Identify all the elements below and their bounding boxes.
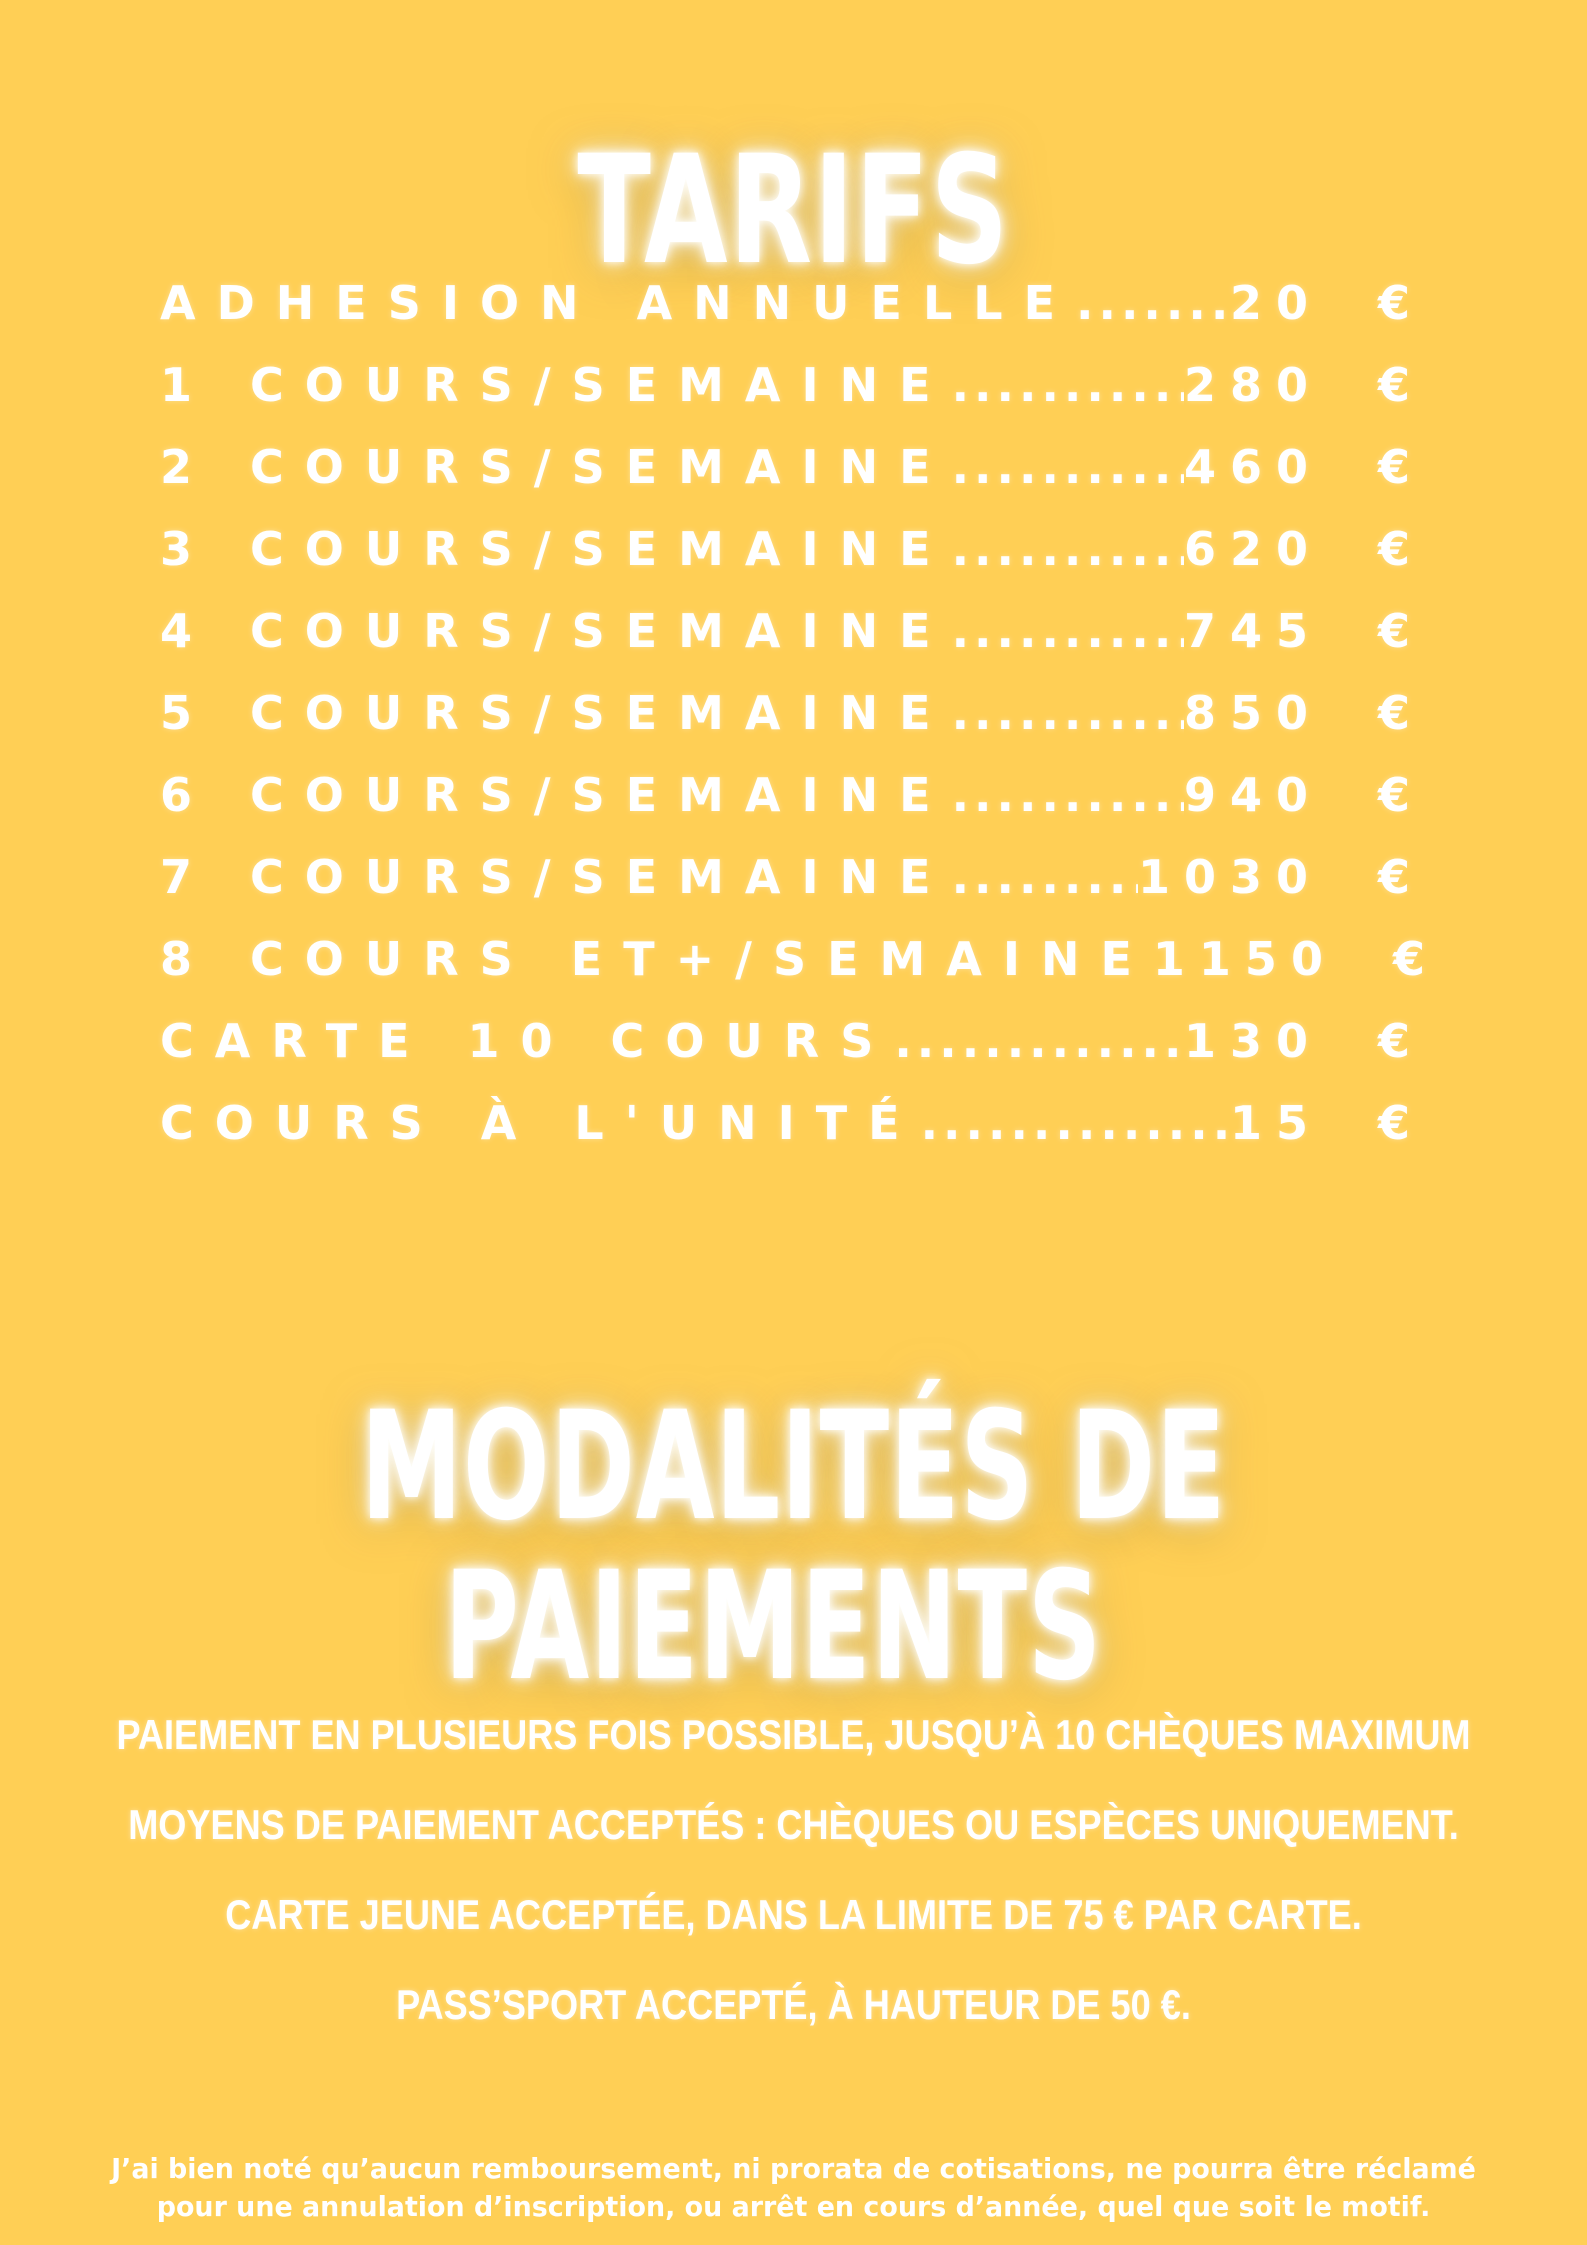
refund-disclaimer	[32, 2150, 1556, 2226]
tarif-row-3-cours	[160, 522, 1410, 604]
tarif-label: ADHESION ANNUELLE	[160, 276, 1076, 330]
modalites-title	[254, 1379, 1333, 1714]
tarif-label: 1 COURS/SEMAINE	[160, 358, 952, 412]
tarif-row-1-cours	[160, 358, 1410, 440]
dot-leader	[921, 1096, 1230, 1150]
tarif-label: 6 COURS/SEMAINE	[160, 768, 952, 822]
disclaimer-line-2: pour une annulation d’inscription, ou arrêt en cours d’année, quel que soit le motif.	[156, 2190, 1431, 2223]
tarif-price: 940	[1183, 768, 1322, 822]
tarif-price: 460	[1183, 440, 1322, 494]
disclaimer-line-1: J’ai bien noté qu’aucun remboursement, ni prorata de cotisations, ne pourra être réclamé	[111, 2152, 1476, 2185]
dot-leader	[952, 440, 1184, 494]
tarif-row-6-cours	[160, 768, 1410, 850]
tarif-price: 745	[1183, 604, 1322, 658]
tarif-price: 130	[1183, 1014, 1322, 1068]
dot-leader	[1076, 276, 1230, 330]
dot-leader	[952, 768, 1184, 822]
tarif-row-5-cours	[160, 686, 1410, 768]
tarif-row-2-cours	[160, 440, 1410, 522]
tarif-label: 3 COURS/SEMAINE	[160, 522, 952, 576]
tarif-row-4-cours	[160, 604, 1410, 686]
modalite-plusieurs-fois: PAIEMENT EN PLUSIEURS FOIS POSSIBLE, JUSQU’À 10 CHÈQUES MAXIMUM	[116, 1711, 1471, 1758]
tarif-price: 850	[1183, 686, 1322, 740]
modalites-title-line-2: PAIEMENTS	[444, 1539, 1102, 1714]
modalites-list	[0, 1700, 1587, 2060]
tarif-price: 280	[1183, 358, 1322, 412]
tarif-price: 620	[1183, 522, 1322, 576]
euro-sign: €	[1377, 522, 1410, 576]
euro-sign: €	[1377, 358, 1410, 412]
tarif-label: 4 COURS/SEMAINE	[160, 604, 952, 658]
tarif-row-carte-10	[160, 1014, 1410, 1096]
tarif-label: COURS À L'UNITÉ	[160, 1096, 921, 1150]
euro-sign: €	[1377, 686, 1410, 740]
tarif-label: 2 COURS/SEMAINE	[160, 440, 952, 494]
tarif-label: 5 COURS/SEMAINE	[160, 686, 952, 740]
tarif-row-unite	[160, 1096, 1410, 1178]
dot-leader	[952, 850, 1138, 904]
tarif-price: 15	[1229, 1096, 1322, 1150]
tarifs-list	[160, 276, 1425, 1178]
modalite-moyens-paiement: MOYENS DE PAIEMENT ACCEPTÉS : CHÈQUES OU ESPÈCES UNIQUEMENT.	[128, 1801, 1459, 1848]
euro-sign: €	[1377, 1014, 1410, 1068]
tarif-price: 1150	[1152, 932, 1337, 986]
modalites-title-line-1: MODALITÉS DE	[360, 1379, 1227, 1554]
euro-sign: €	[1377, 1096, 1410, 1150]
tarif-row-adhesion	[160, 276, 1410, 358]
euro-sign: €	[1377, 440, 1410, 494]
euro-sign: €	[1392, 932, 1425, 986]
dot-leader	[952, 604, 1184, 658]
modalite-carte-jeune: CARTE JEUNE ACCEPTÉE, DANS LA LIMITE DE 75 € PAR CARTE.	[225, 1891, 1362, 1938]
tarif-label: 8 COURS ET+/SEMAINE	[160, 932, 1153, 986]
dot-leader	[952, 522, 1184, 576]
tarif-row-7-cours	[160, 850, 1410, 932]
euro-sign: €	[1377, 604, 1410, 658]
euro-sign: €	[1377, 768, 1410, 822]
tarif-label: CARTE 10 COURS	[160, 1014, 895, 1068]
tarif-label: 7 COURS/SEMAINE	[160, 850, 952, 904]
tarif-price: 20	[1229, 276, 1322, 330]
tarif-price: 1030	[1137, 850, 1322, 904]
dot-leader	[952, 686, 1184, 740]
tarifs-title: TARIFS	[577, 123, 1010, 298]
euro-sign: €	[1377, 276, 1410, 330]
tarif-row-8-cours	[160, 932, 1425, 1014]
dot-leader	[894, 1014, 1184, 1068]
dot-leader	[952, 358, 1184, 412]
modalite-pass-sport: PASS’SPORT ACCEPTÉ, À HAUTEUR DE 50 €.	[396, 1981, 1191, 2028]
euro-sign: €	[1377, 850, 1410, 904]
